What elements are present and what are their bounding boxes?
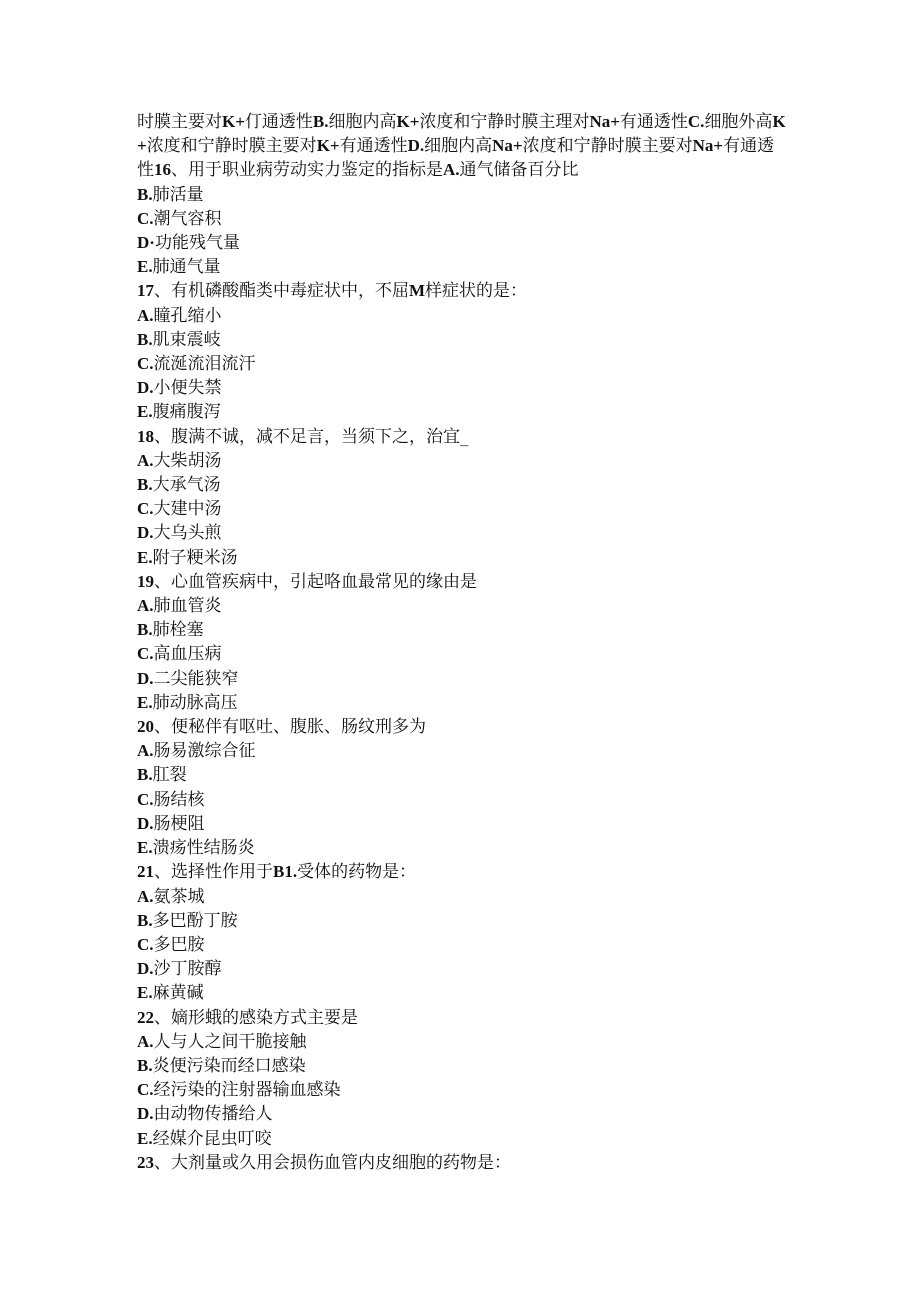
option-line: C.经污染的注射器输血感染 (137, 1080, 341, 1101)
question-stem: 21、选择性作用于B1.受体的药物是： (137, 862, 417, 883)
question-list (137, 279, 787, 1175)
option-line: A.肺血管炎 (137, 596, 222, 617)
option-line: B.肺活量 (137, 184, 204, 205)
q16-options (137, 183, 787, 280)
option-line: E.肺动脉高压 (137, 692, 238, 713)
option-line: A.人与人之间干脆接触 (137, 1031, 307, 1052)
option-line: C.流涎流泪流汗 (137, 354, 256, 375)
question-stem: 19、心血管疾病中，引起咯血最常见的缘由是 (137, 571, 477, 592)
question-block (137, 860, 787, 1005)
option-line: D.沙丁胺醇 (137, 959, 222, 980)
option-line: D.二尖能狭窄 (137, 668, 239, 689)
option-line: A.肠易激综合征 (137, 741, 256, 762)
question-stem: 18、腹满不诚，减不足言，当须下之，治宜_ (137, 426, 469, 447)
option-line: A.氨茶城 (137, 886, 205, 907)
question-stem: 23、大剂量或久用会损伤血管内皮细胞的药物是： (137, 1152, 511, 1173)
option-line: C.肠结核 (137, 789, 205, 810)
question-block (137, 1006, 787, 1151)
option-line: C.大建中汤 (137, 499, 222, 520)
option-line: E.溃疡性结肠炎 (137, 838, 255, 859)
option-line: B.肌束震岐 (137, 329, 221, 350)
option-line: B.肛裂 (137, 765, 187, 786)
question-stem: 22、嫡形蛾的感染方式主要是 (137, 1007, 358, 1028)
option-line: E.肺通气量 (137, 257, 221, 278)
option-line: D.小便失禁 (137, 378, 222, 399)
option-line: A.大柴胡汤 (137, 450, 222, 471)
option-line: E.麻黄碱 (137, 983, 204, 1004)
question-block (137, 279, 787, 424)
option-line: B.多巴酚丁胺 (137, 910, 238, 931)
option-line: E.腹痛腹泻 (137, 402, 221, 423)
option-line: A.瞳孔缩小 (137, 305, 222, 326)
question-block (137, 425, 787, 570)
option-line: D.由动物传播给人 (137, 1104, 273, 1125)
option-line: B.肺栓塞 (137, 620, 204, 641)
question-stem: 17、有机磷酸酯类中毒症状中，不屈M样症状的是： (137, 281, 528, 302)
option-line: B.大承气汤 (137, 475, 221, 496)
option-line: C.潮气容积 (137, 208, 222, 229)
question-block (137, 715, 787, 860)
option-line: C.多巴胺 (137, 934, 205, 955)
option-line: E.附子粳米汤 (137, 547, 238, 568)
question-stem: 20、便秘伴有呕吐、腹胀、肠纹刑多为 (137, 717, 426, 738)
option-line: E.经媒介昆虫叮咬 (137, 1128, 272, 1149)
option-line: D.肠梗阻 (137, 813, 205, 834)
option-line: C.高血压病 (137, 644, 222, 665)
document-page (137, 110, 787, 1175)
question-block (137, 1151, 787, 1175)
option-line: D·功能残气量 (137, 233, 240, 254)
question-block (137, 570, 787, 715)
intro-paragraph: 时膜主要对K+仃通透性B.细胞内高K+浓度和宁静时膜主理对Na+有通透性C.细胞外高K+浓度和宁静时膜主要对K+有通透性D.细胞内高Na+浓度和宁静时膜主要对Na+有通透性16、用于职业病劳动实力鉴定的指标是A.通气储备百分比 (137, 112, 786, 181)
option-line: B.炎便污染而经口感染 (137, 1055, 306, 1076)
option-line: D.大乌头煎 (137, 523, 222, 544)
